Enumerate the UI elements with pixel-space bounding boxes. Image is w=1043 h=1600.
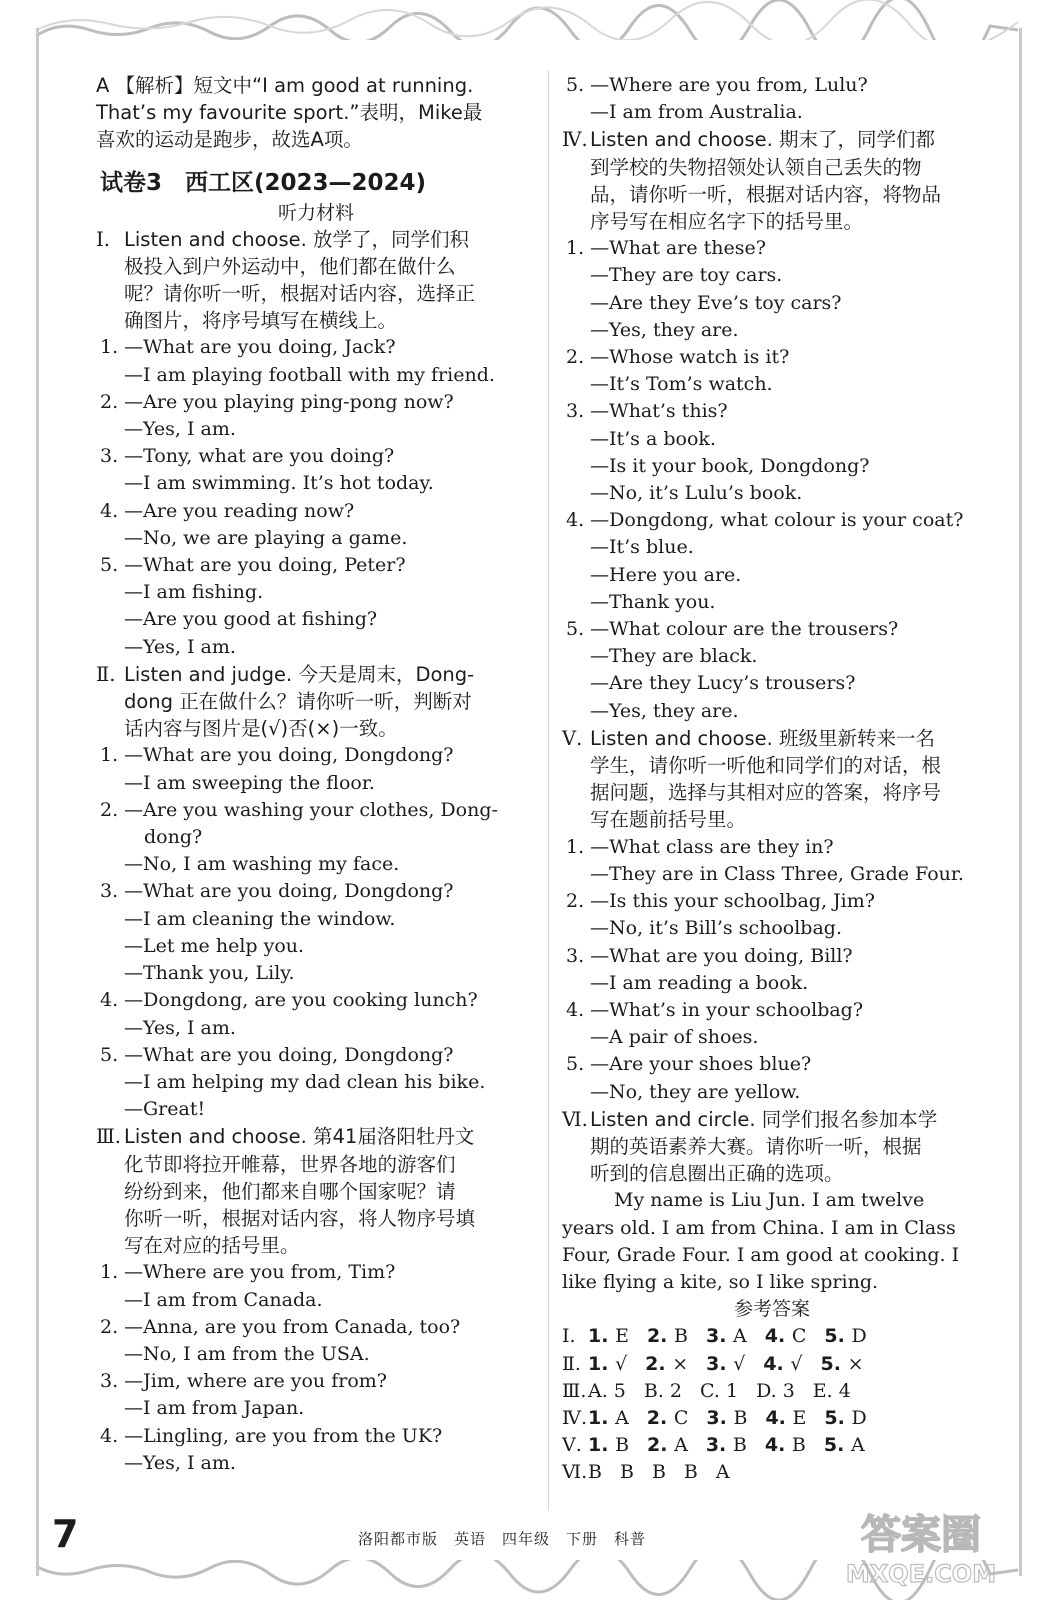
dialogue-line: 3. —Tony, what are you doing?: [100, 445, 395, 468]
instruction-line: 话内容与图片是(√)否(×)一致。: [124, 717, 398, 741]
passage-line: Four, Grade Four. I am good at cooking. I: [562, 1243, 960, 1266]
instruction-line: 纷纷到来，他们都来自哪个国家呢？请: [124, 1179, 456, 1203]
intro-line: A 【解析】短文中“I am good at running.: [96, 74, 474, 97]
svg-text:答案圈: 答案圈: [861, 1512, 981, 1558]
instruction-line: Listen and choose. 期末了，同学们都: [590, 128, 936, 152]
dialogue-line: 2. —Anna, are you from Canada, too?: [100, 1315, 461, 1338]
answer-key-title: 参考答案: [733, 1298, 810, 1321]
section-2: [96, 661, 536, 1123]
answer-item: 1. √: [588, 1352, 628, 1375]
answer-item: 3. B: [706, 1406, 748, 1429]
dialogue-line: 3. —What are you doing, Dongdong?: [100, 880, 454, 903]
watermark-logo: [826, 1502, 1016, 1592]
passage-line: years old. I am from China. I am in Class: [562, 1216, 956, 1239]
dialogue-line: —It’s blue.: [590, 536, 694, 559]
dialogue-line: —Thank you.: [590, 590, 716, 613]
instruction-line: Listen and choose. 班级里新转来一名: [590, 726, 936, 750]
dialogue-line: 4. —Are you reading now?: [100, 499, 355, 522]
section-5: [562, 725, 1012, 1106]
dialogue-line: —A pair of shoes.: [590, 1026, 759, 1049]
answer-item: 4. E: [765, 1406, 807, 1429]
dialogue-line: —Yes, they are.: [590, 699, 739, 722]
dialogue-line: 3. —Jim, where are you from?: [100, 1370, 387, 1393]
intro-line: That’s my favourite sport.”表明，Mike最: [96, 101, 483, 125]
dialogue-line: 1. —What are you doing, Dongdong?: [100, 744, 454, 767]
dialogue-line: 1. —What are these?: [566, 237, 766, 260]
section-number: Ⅲ.: [96, 1125, 122, 1149]
dialogue-line: —No, it’s Bill’s schoolbag.: [590, 917, 842, 940]
answer-row: [562, 1405, 1012, 1432]
intro-line: 喜欢的运动是跑步，故选A项。: [96, 128, 363, 152]
answer-row-number: Ⅵ.: [562, 1461, 588, 1484]
instruction-line: 期的英语素养大赛。请你听一听，根据: [590, 1134, 922, 1158]
instruction-line: dong 正在做什么？请你听一听，判断对: [124, 690, 472, 714]
svg-text:MXQE.COM: MXQE.COM: [845, 1560, 997, 1588]
section-5-instructions: [562, 725, 1012, 834]
instruction-line: 确图片，将序号填写在横线上。: [124, 309, 398, 333]
dialogue-line: —I am reading a book.: [590, 971, 809, 994]
dialogue-line: 4. —Dongdong, are you cooking lunch?: [100, 989, 478, 1012]
answer-item: 2. A: [647, 1434, 688, 1457]
page-number: 7: [52, 1512, 79, 1556]
section-number: Ⅰ.: [96, 227, 110, 251]
section-number: Ⅵ.: [562, 1107, 588, 1131]
answer-item: 1. B: [588, 1434, 630, 1457]
instruction-line: 序号写在相应名字下的括号里。: [590, 210, 864, 234]
dialogue-line: —Yes, they are.: [590, 318, 739, 341]
dialogue-line: dong?: [144, 826, 203, 849]
dialogue-line: —I am playing football with my friend.: [124, 363, 495, 386]
dialogue-line: —No, we are playing a game.: [124, 526, 408, 549]
dialogue-line: —Are you good at fishing?: [124, 608, 378, 631]
passage-line: like flying a kite, so I like spring.: [562, 1270, 879, 1293]
section-1-instructions: [96, 226, 536, 335]
answer-row-number: Ⅲ.: [562, 1379, 587, 1402]
answer-item: C. 1: [700, 1379, 739, 1402]
instruction-line: 化节即将拉开帷幕，世界各地的游客们: [124, 1152, 456, 1176]
dialogue-line: 5. —Where are you from, Lulu?: [566, 74, 868, 96]
paper-subtitle: 听力材料: [277, 201, 354, 224]
section-6: [562, 1106, 1012, 1296]
dialogue-line: —No, I am washing my face.: [124, 853, 400, 876]
dialogue-line: 2. —Whose watch is it?: [566, 346, 790, 369]
answer-item: B. 2: [643, 1379, 683, 1402]
dialogue-line: —They are toy cars.: [590, 264, 783, 287]
answer-item: B: [683, 1461, 698, 1484]
dialogue-line: 5. —Are your shoes blue?: [566, 1053, 812, 1076]
dialogue-line: —I am cleaning the window.: [124, 907, 396, 930]
dialogue-line: —Yes, I am.: [124, 1016, 236, 1039]
instruction-line: Listen and choose. 第41届洛阳牡丹文: [124, 1125, 475, 1149]
instruction-line: Listen and circle. 同学们报名参加本学: [590, 1107, 938, 1131]
answer-row: [562, 1351, 1012, 1378]
answer-item: 3. √: [706, 1352, 746, 1375]
answer-row: [562, 1459, 1012, 1486]
section-number: Ⅱ.: [96, 662, 116, 686]
answer-item: B: [588, 1461, 602, 1484]
left-column: [96, 72, 536, 1477]
instruction-line: 呢？请你听一听，根据对话内容，选择正: [124, 282, 476, 306]
answer-item: 2. C: [646, 1406, 689, 1429]
dialogue-line: —Yes, I am.: [124, 1451, 236, 1474]
section-4-instructions: [562, 126, 1012, 235]
dialogue-line: 1. —What are you doing, Jack?: [100, 336, 396, 359]
dialogue-line: 3. —What are you doing, Bill?: [566, 944, 853, 967]
answer-item: 4. B: [764, 1434, 806, 1457]
passage-line: My name is Liu Jun. I am twelve: [614, 1189, 925, 1212]
listening-passage: [562, 1187, 1012, 1296]
answer-item: 4. √: [763, 1352, 803, 1375]
dialogue-line: —It’s Tom’s watch.: [590, 373, 773, 396]
dialogue-line: 5. —What are you doing, Dongdong?: [100, 1043, 454, 1066]
instruction-line: Listen and judge. 今天是周末，Dong-: [124, 662, 475, 686]
dialogue-line: 1. —What class are they in?: [566, 835, 834, 858]
dialogue-line: 2. —Are you playing ping-pong now?: [100, 390, 454, 413]
dialogue-line: —Are they Lucy’s trousers?: [590, 672, 856, 695]
right-column: [562, 72, 1012, 1487]
dialogue-line: —It’s a book.: [590, 427, 716, 450]
answer-row-number: Ⅰ.: [562, 1325, 576, 1348]
footer-publication-info: 洛阳都市版 英语 四年级 下册 科普: [358, 1530, 647, 1548]
dialogue-line: —Yes, I am.: [124, 418, 236, 441]
dialogue-line: 5. —What are you doing, Peter?: [100, 554, 406, 577]
dialogue-line: 2. —Is this your schoolbag, Jim?: [566, 890, 875, 913]
answer-item: 1. A: [588, 1406, 629, 1429]
dialogue-line: —They are in Class Three, Grade Four.: [590, 862, 964, 885]
dialogue-line: —I am helping my dad clean his bike.: [124, 1070, 486, 1093]
instruction-line: 学生，请你听一听他和同学们的对话，根: [590, 754, 942, 778]
dialogue-line: —Yes, I am.: [124, 635, 236, 658]
dialogue-line: —They are black.: [590, 645, 758, 668]
answer-row-number: Ⅴ.: [562, 1434, 582, 1457]
answer-item: 2. ×: [645, 1352, 689, 1375]
section-6-instructions: [562, 1106, 1012, 1188]
section-3: [96, 1123, 536, 1477]
answer-item: B: [619, 1461, 634, 1484]
answer-row: [562, 1378, 1012, 1405]
paper-title: 试卷3 西工区(2023—2024): [100, 169, 427, 196]
instruction-line: 到学校的失物招领处认领自己丢失的物: [590, 155, 922, 179]
answer-item: 3. B: [705, 1434, 747, 1457]
answer-item: 4. C: [764, 1325, 807, 1348]
answer-row: [562, 1432, 1012, 1459]
instruction-line: 听到的信息圈出正确的选项。: [590, 1162, 844, 1186]
dialogue-line: 4. —What’s in your schoolbag?: [566, 998, 864, 1021]
intro-explanation: [96, 72, 536, 154]
answer-item: E. 4: [812, 1379, 851, 1402]
answer-item: A. 5: [588, 1379, 626, 1402]
answer-item: A: [715, 1461, 730, 1484]
instruction-line: 品，请你听一听，根据对话内容，将物品: [590, 182, 942, 206]
dialogue-line: 2. —Are you washing your clothes, Dong-: [100, 798, 498, 821]
dialogue-line: 5. —What colour are the trousers?: [566, 618, 899, 641]
section-4: [562, 126, 1012, 724]
dialogue-line: —I am fishing.: [124, 581, 264, 604]
dialogue-line: 4. —Dongdong, what colour is your coat?: [566, 509, 964, 532]
dialogue-line: —I am from Australia.: [590, 101, 803, 124]
instruction-line: 据问题，选择与其相对应的答案，将序号: [590, 781, 942, 805]
section-1: [96, 226, 536, 661]
answer-item: 3. A: [705, 1325, 747, 1348]
answer-item: 2. B: [646, 1325, 688, 1348]
dialogue-line: 4. —Lingling, are you from the UK?: [100, 1424, 443, 1447]
answer-row-number: Ⅱ.: [562, 1352, 581, 1375]
column-divider: [548, 70, 549, 1510]
answer-item: 5. D: [824, 1406, 867, 1429]
dialogue-line: —No, they are yellow.: [590, 1080, 801, 1103]
section-number: Ⅴ.: [562, 726, 583, 750]
answer-item: 5. A: [823, 1434, 865, 1457]
dialogue-line: —I am from Japan.: [124, 1397, 305, 1420]
instruction-line: Listen and choose. 放学了，同学们积: [124, 227, 470, 251]
dialogue-line: —Great!: [124, 1098, 206, 1121]
answer-item: B: [651, 1461, 666, 1484]
dialogue-line: —Thank you, Lily.: [124, 962, 295, 985]
dialogue-line: —I am from Canada.: [124, 1288, 323, 1311]
answer-item: 5. ×: [820, 1352, 864, 1375]
section-2-instructions: [96, 661, 536, 743]
dialogue-line: 1. —Where are you from, Tim?: [100, 1261, 396, 1284]
instruction-line: 写在对应的括号里。: [124, 1234, 300, 1258]
dialogue-line: —Let me help you.: [124, 934, 305, 957]
dialogue-line: 3. —What’s this?: [566, 400, 728, 423]
instruction-line: 写在题前括号里。: [590, 808, 747, 832]
dialogue-line: —No, it’s Lulu’s book.: [590, 482, 803, 505]
answer-item: 1. E: [588, 1325, 629, 1348]
section-number: Ⅳ.: [562, 128, 588, 152]
dialogue-line: —No, I am from the USA.: [124, 1342, 370, 1365]
dialogue-line: —Is it your book, Dongdong?: [590, 454, 870, 477]
answer-item: D. 3: [756, 1379, 795, 1402]
answer-key: [562, 1323, 1012, 1486]
answer-row: [562, 1323, 1012, 1350]
instruction-line: 你听一听，根据对话内容，将人物序号填: [124, 1206, 476, 1230]
answer-row-number: Ⅳ.: [562, 1406, 588, 1429]
dialogue-line: —I am sweeping the floor.: [124, 771, 375, 794]
dialogue-line: —Are they Eve’s toy cars?: [590, 291, 842, 314]
dialogue-line: —I am swimming. It’s hot today.: [124, 472, 434, 495]
instruction-line: 极投入到户外运动中，他们都在做什么: [124, 254, 456, 278]
section-3-instructions: [96, 1123, 536, 1259]
dialogue-line: —Here you are.: [590, 563, 742, 586]
answer-item: 5. D: [824, 1325, 867, 1348]
